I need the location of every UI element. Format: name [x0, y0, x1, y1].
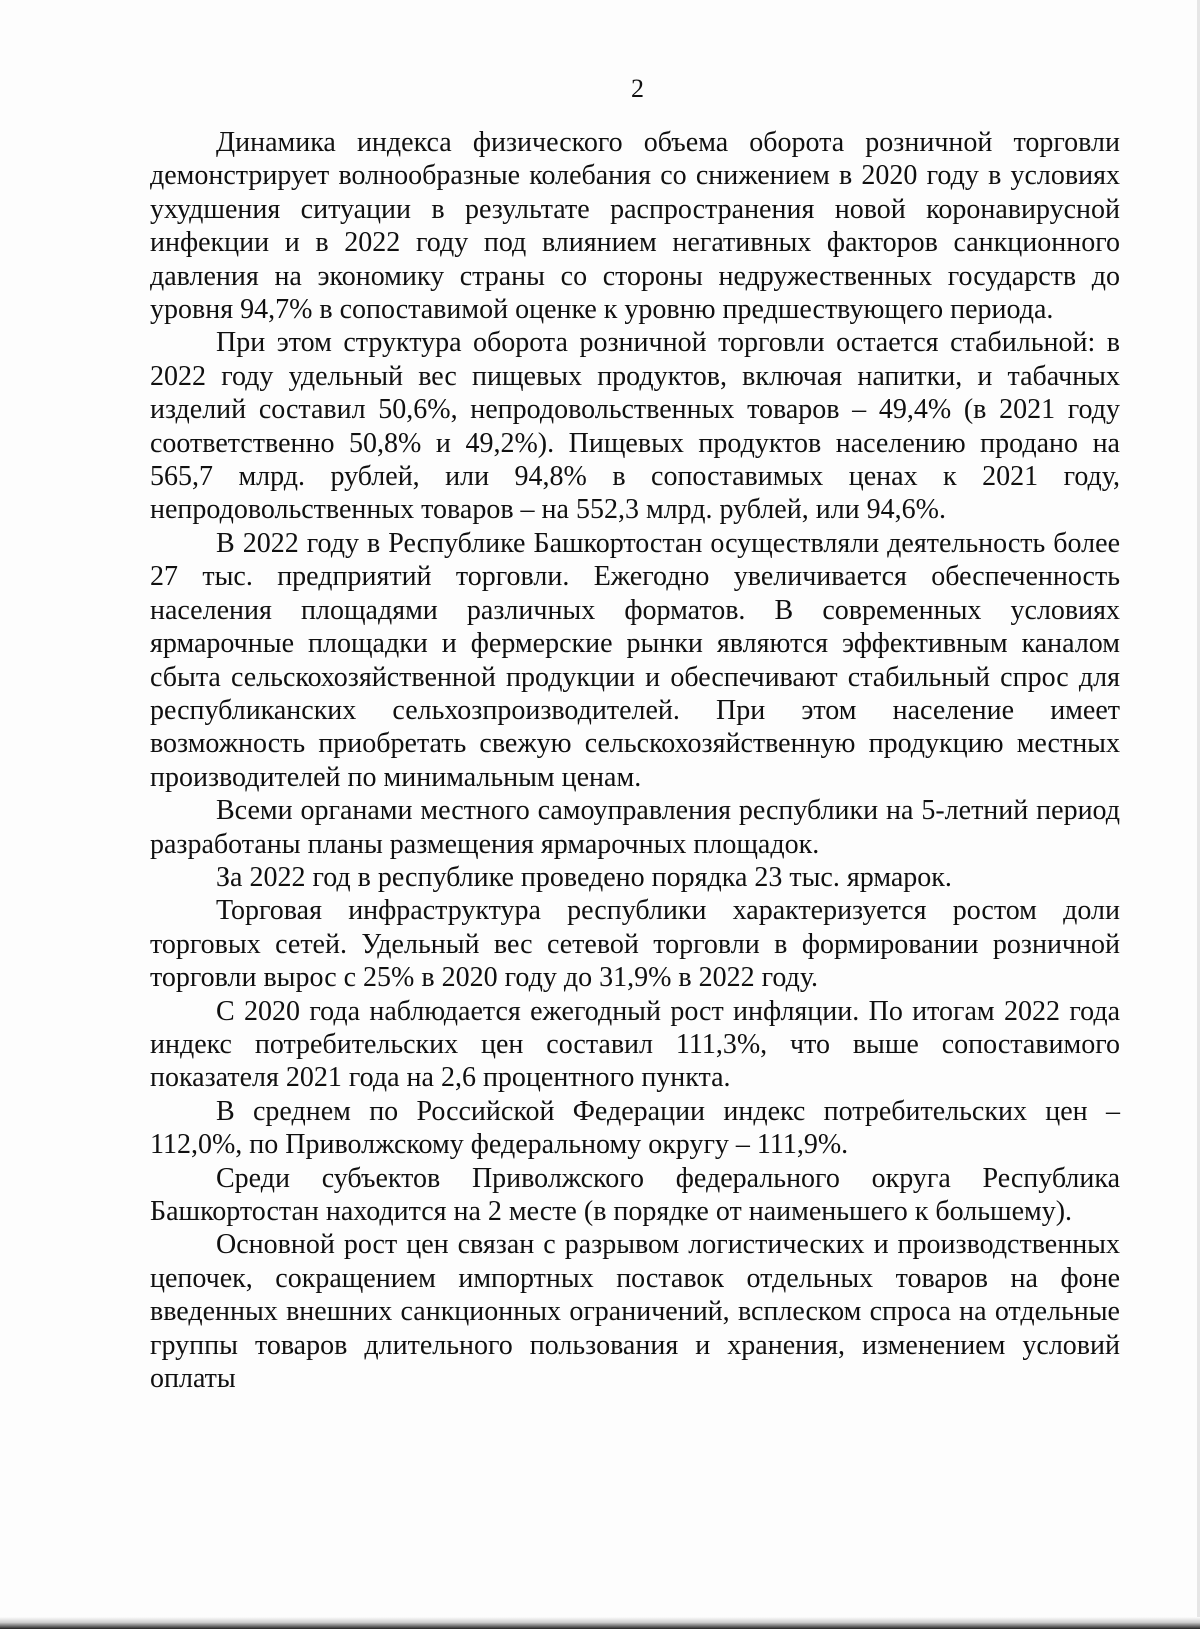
page-number: 2 — [631, 74, 644, 103]
paragraph-price-growth-causes: Основной рост цен связан с разрывом логистических и производственных цепочек, сокращением импортных поставок отдельных товаров на фоне введенных внешних санкционных ограничений, всплеском спроса на отдельные группы товаров длительного пользования и хранения, изменением условий оплаты — [150, 1229, 1120, 1395]
document-body — [150, 126, 1120, 1395]
paragraph-fairs-count: За 2022 год в республике проведено порядка 23 тыс. ярмарок. — [216, 861, 952, 893]
paragraph-federal-cpi: В среднем по Российской Федерации индекс потребительских цен – 112,0%, по Приволжскому федеральному округу – 111,9%. — [150, 1095, 1120, 1161]
paragraph-retail-dynamics: Динамика индекса физического объема оборота розничной торговли демонстрирует волнообразные колебания со снижением в 2020 году в условиях ухудшения ситуации в результате распространения новой коронавирусной инфекции и в 2022 году под влиянием негативных факторов санкционного давления на экономику страны со стороны недружественных государств до уровня 94,7% в сопоставимой оценке к уровню предшествующего периода. — [150, 127, 1120, 326]
paragraph-retail-structure: При этом структура оборота розничной торговли остается стабильной: в 2022 году удельный вес пищевых продуктов, включая напитки, и табачных изделий составил 50,6%, непродовольственных товаров – 49,4% (в 2021 году соответственно 50,8% и 49,2%). Пищевых продуктов населению продано на 565,7 млрд. рублей, или 94,8% в сопоставимых ценах к 2021 году, непродовольственных товаров – на 552,3 млрд. рублей, или 94,6%. — [150, 327, 1120, 526]
paragraph-fair-plans: Всеми органами местного самоуправления республики на 5-летний период разработаны планы размещения ярмарочных площадок. — [150, 795, 1120, 860]
paragraph-district-rank: Среди субъектов Приволжского федерального округа Республика Башкортостан находится на 2 месте (в порядке от наименьшего к большему). — [150, 1162, 1120, 1227]
scan-bottom-edge — [0, 1617, 1200, 1629]
paragraph-trade-enterprises: В 2022 году в Республике Башкортостан осуществляли деятельность более 27 тыс. предприятий торговли. Ежегодно увеличивается обеспеченность населения площадями различных форматов. В современных условиях ярмарочные площадки и фермерские рынки являются эффективным каналом сбыта сельскохозяйственной продукции и обеспечивают стабильный спрос для республиканских сельхозпроизводителей. При этом население имеет возможность приобретать свежую сельскохозяйственную продукцию местных производителей по минимальным ценам. — [150, 527, 1120, 793]
paragraph-retail-chains: Торговая инфраструктура республики характеризуется ростом доли торговых сетей. Удельный вес сетевой торговли в формировании розничной торговли вырос с 25% в 2020 году до 31,9% в 2022 году. — [150, 895, 1120, 994]
paragraph-inflation: С 2020 года наблюдается ежегодный рост инфляции. По итогам 2022 года индекс потребительских цен составил 111,3%, что выше сопоставимого показателя 2021 года на 2,6 процентного пункта. — [150, 995, 1120, 1094]
